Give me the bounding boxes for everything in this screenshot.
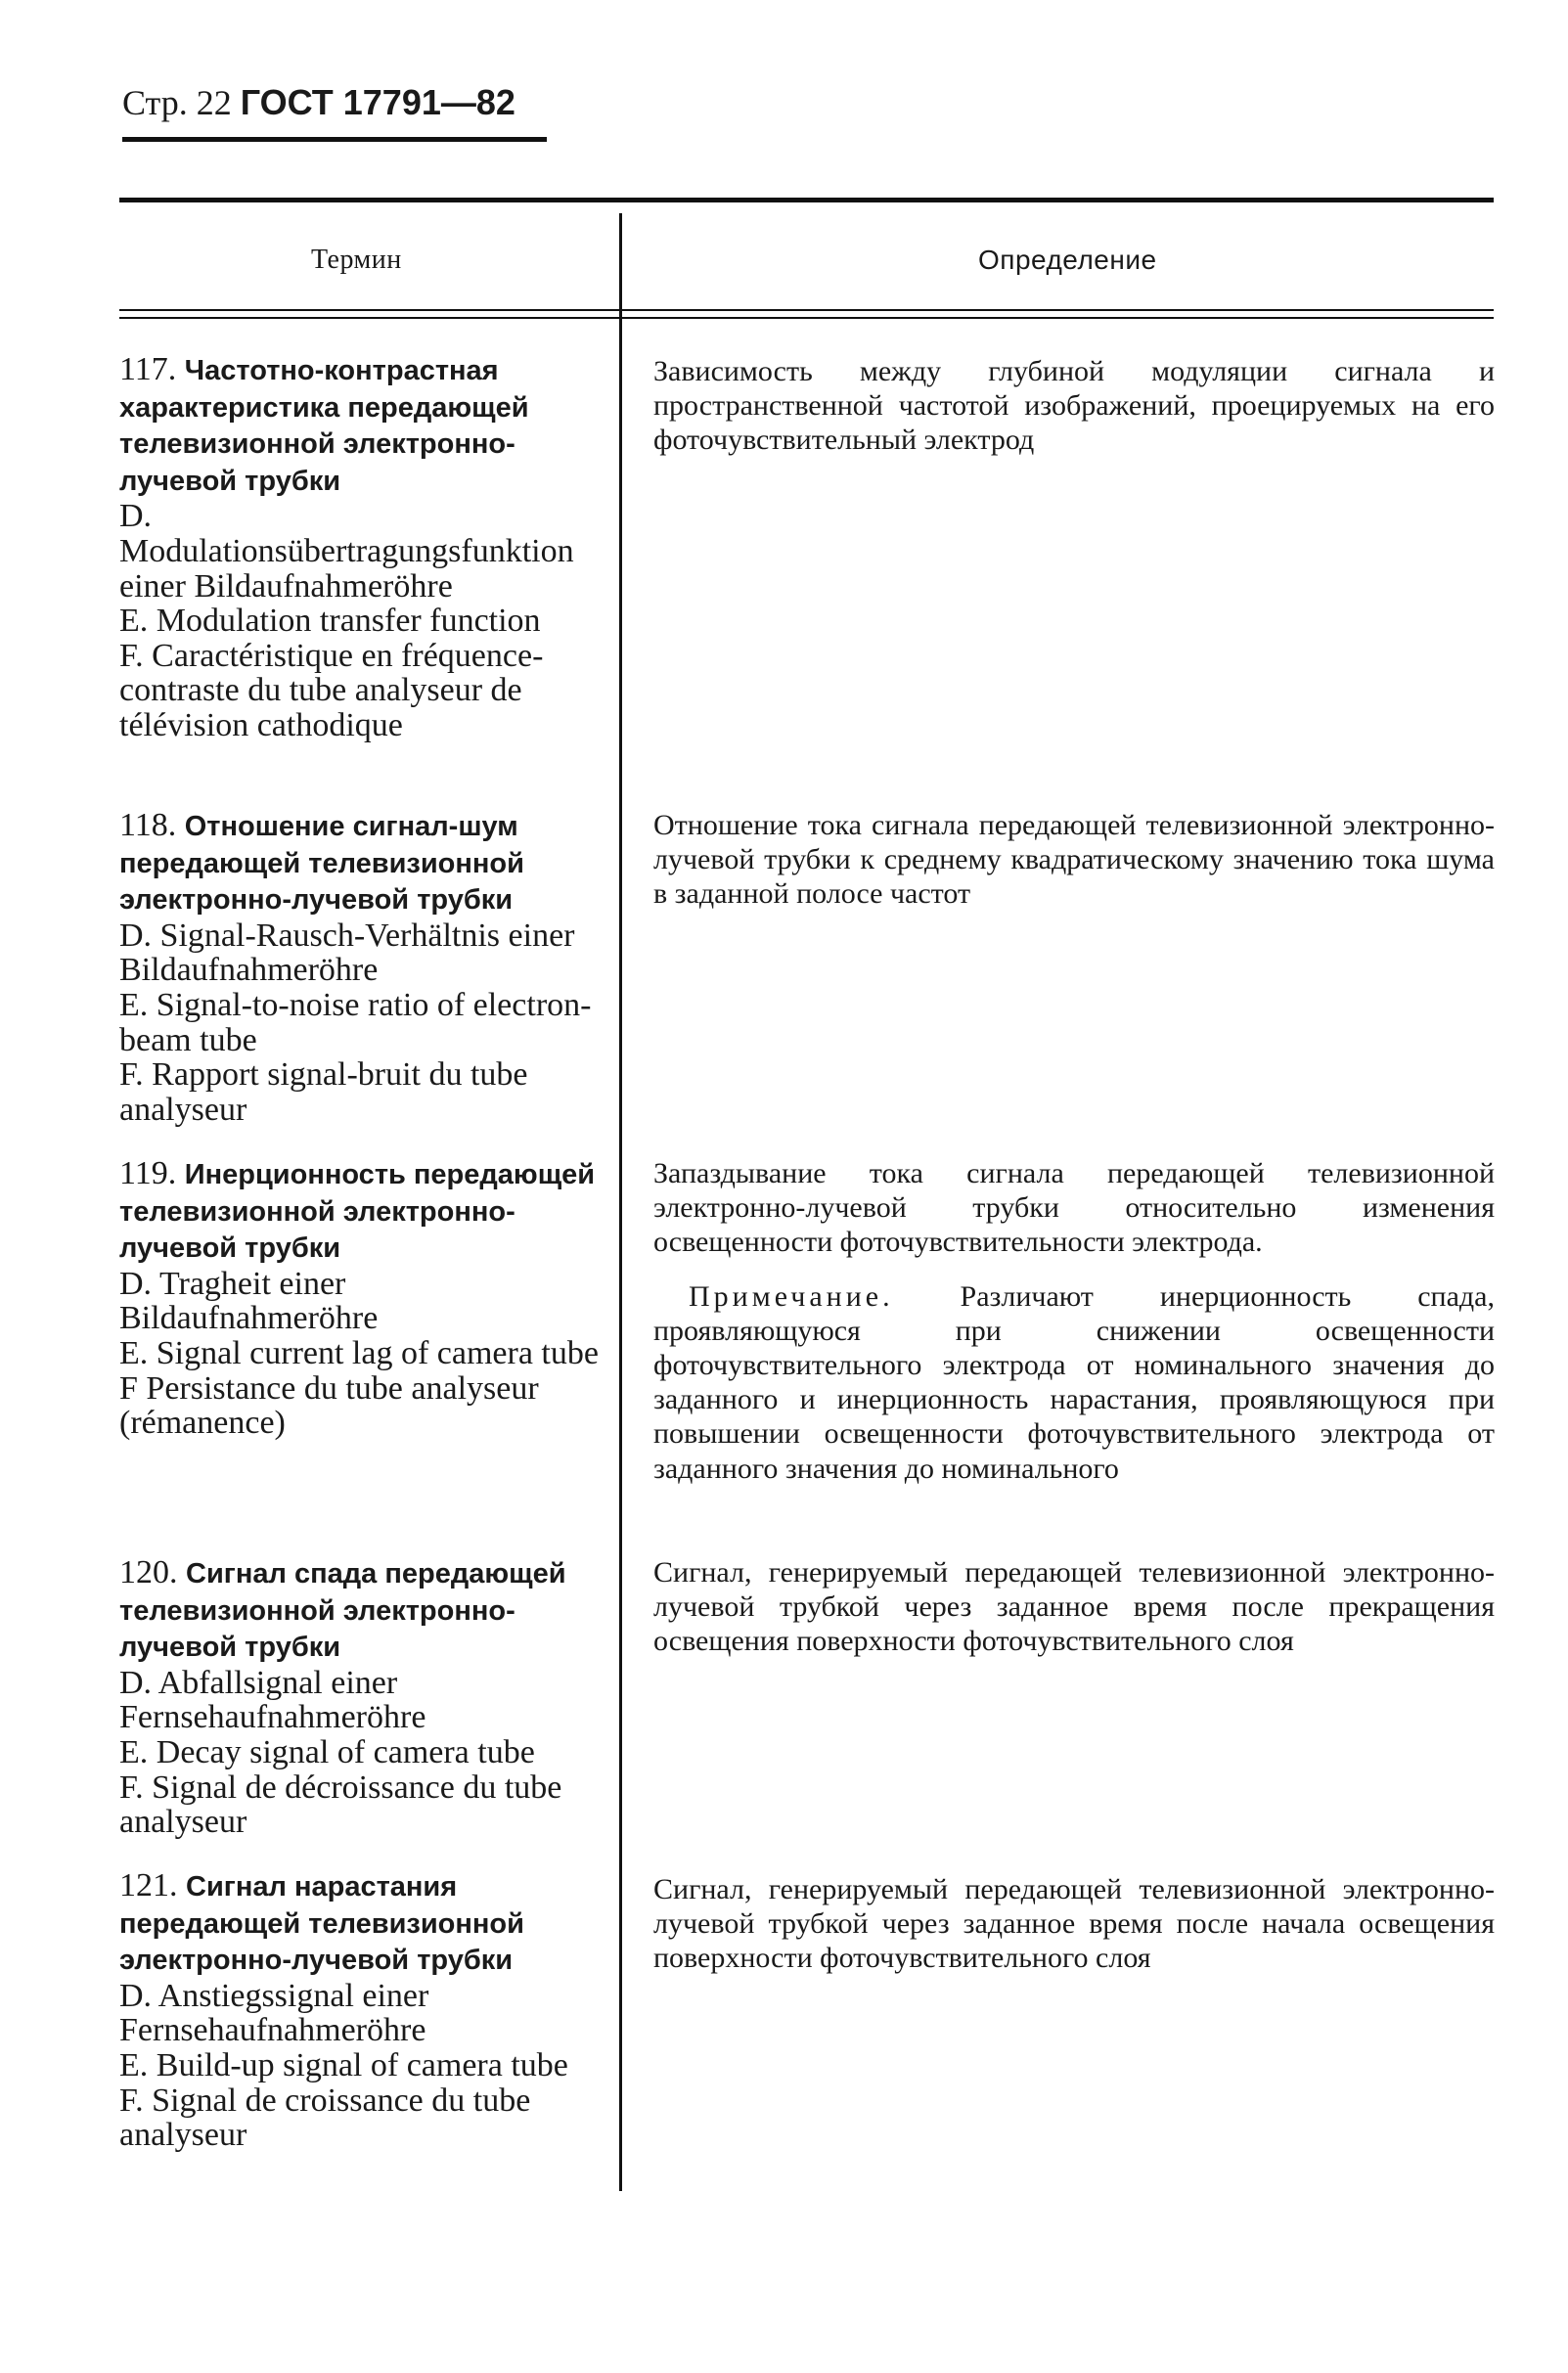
definition-text: Зависимость между глубиной модуляции сигнала и пространственной частотой изображений, проецируемых на его фоточувствительный электрод — [653, 355, 1495, 457]
term-number: 120. — [119, 1554, 178, 1590]
term-de: D. Anstiegssignal einer Fernsehaufnahmeröhre — [119, 1977, 429, 2049]
term-entry-119 — [119, 1156, 605, 1441]
term-number: 121. — [119, 1867, 178, 1903]
term-fr: F. Signal de croissance du tube analyseur — [119, 2082, 531, 2154]
term-en: E. Signal current lag of camera tube — [119, 1334, 599, 1371]
note-text: Различают инерционность спада, проявляющуюся при снижении освещенности фоточувствительного электрода от номинального значения до заданного и инерционность нарастания, проявляющуюся при повышении освещенности фоточувствительного электрода от заданного значения до номинального — [653, 1279, 1495, 1485]
term-entry-120 — [119, 1555, 605, 1840]
term-entry-118 — [119, 808, 605, 1127]
definition-text: Сигнал, генерируемый передающей телевизионной электронно-лучевой трубкой через заданное время после прекращения освещения поверхности фоточувствительного слоя — [653, 1556, 1495, 1658]
term-name: Отношение сигнал-шум передающей телевизионной электронно-лучевой трубки — [119, 811, 524, 917]
column-divider — [619, 213, 622, 2191]
term-fr: F. Caractéristique en fréquence-contraste du tube analyseur de télévision cathodique — [119, 637, 544, 743]
term-de: D. Signal-Rausch-Verhältnis einer Bildaufnahmeröhre — [119, 917, 575, 989]
term-fr: F Persistance du tube analyseur (rémanence) — [119, 1369, 539, 1442]
term-number: 117. — [119, 351, 177, 387]
definition-121 — [653, 1872, 1495, 1976]
term-en: E. Modulation transfer function — [119, 603, 541, 640]
term-de: D. Tragheit einer Bildaufnahmeröhre — [119, 1265, 379, 1337]
term-name: Сигнал спада передающей телевизионной электронно-лучевой трубки — [119, 1558, 566, 1664]
page-header — [122, 82, 515, 123]
column-header-definition: Определение — [978, 245, 1157, 275]
document-id: ГОСТ 17791—82 — [240, 82, 515, 122]
term-entry-117 — [119, 352, 605, 743]
term-entry-121 — [119, 1868, 605, 2153]
definition-text: Сигнал, генерируемый передающей телевизионной электронно-лучевой трубкой через заданное время после начала освещения поверхности фоточувствительного слоя — [653, 1873, 1495, 1975]
term-name: Инерционность передающей телевизионной электронно-лучевой трубки — [119, 1159, 596, 1265]
term-de: D. Abfallsignal einer Fernsehaufnahmeröhre — [119, 1664, 426, 1736]
definition-120 — [653, 1555, 1495, 1659]
header-double-rule-top — [119, 309, 1494, 311]
header-double-rule-bottom — [119, 317, 1494, 319]
term-en: E. Decay signal of camera tube — [119, 1733, 535, 1770]
term-number: 118. — [119, 807, 177, 843]
definition-note — [653, 1279, 1495, 1486]
note-label: Примечание. — [689, 1279, 894, 1313]
header-underline — [122, 137, 547, 142]
definition-text: Запаздывание тока сигнала передающей телевизионной электронно-лучевой трубки относительно изменения освещенности фоточувствительности электрода. — [653, 1157, 1495, 1259]
term-fr: F. Signal de décroissance du tube analyseur — [119, 1769, 562, 1841]
definition-119 — [653, 1156, 1495, 1486]
term-en: E. Signal-to-noise ratio of electron-beam tube — [119, 986, 592, 1058]
definition-118 — [653, 808, 1495, 912]
term-en: E. Build-up signal of camera tube — [119, 2046, 568, 2083]
column-header-term: Термин — [311, 245, 402, 275]
definition-117 — [653, 354, 1495, 458]
table-top-rule — [119, 198, 1494, 202]
page-label: Стр. 22 — [122, 83, 232, 122]
term-number: 119. — [119, 1155, 177, 1191]
definition-text: Отношение тока сигнала передающей телевизионной электронно-лучевой трубки к среднему квадратическому значению тока шума в заданной полосе частот — [653, 809, 1495, 911]
term-de: D. Modulationsübertragungsfunktion einer Bildaufnahmeröhre — [119, 498, 574, 604]
term-name: Частотно-контрастная характеристика передающей телевизионной электронно-лучевой трубки — [119, 355, 529, 497]
term-fr: F. Rapport signal-bruit du tube analyseur — [119, 1056, 528, 1128]
term-name: Сигнал нарастания передающей телевизионной электронно-лучевой трубки — [119, 1871, 524, 1977]
